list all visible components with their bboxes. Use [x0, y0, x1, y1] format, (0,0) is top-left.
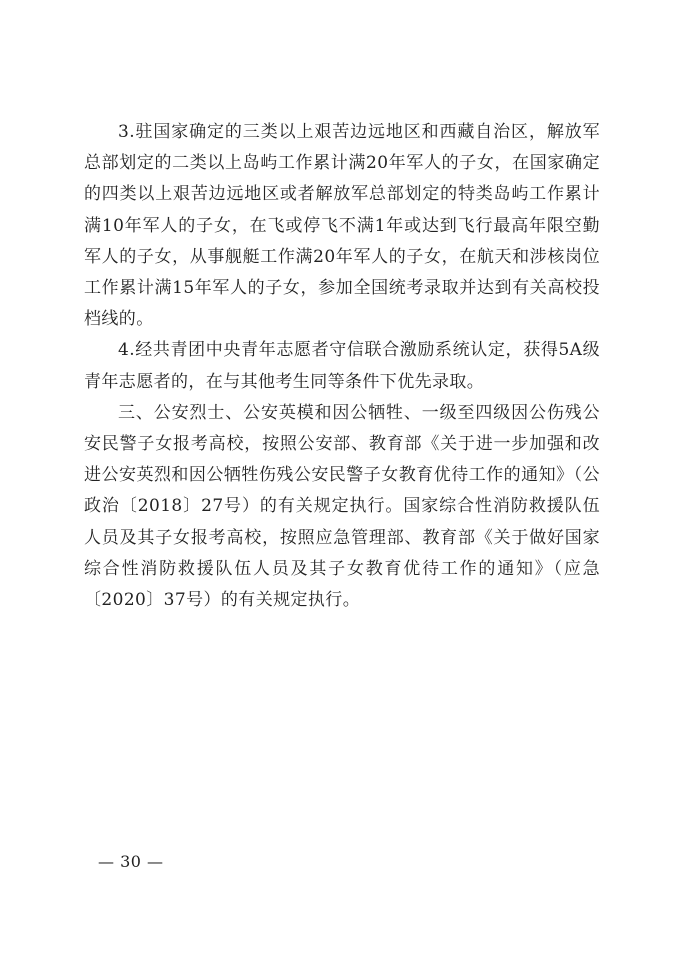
paragraph-item-3: 3.驻国家确定的三类以上艰苦边远地区和西藏自治区，解放军总部划定的二类以上岛屿工作累计满20年军人的子女，在国家确定的四类以上艰苦边远地区或者解放军总部划定的特类岛屿工作累计满10年军人的子女，在飞或停飞不满1年或达到飞行最高年限空勤军人的子女，从事舰艇工作满20年军人的子女，在航天和涉核岗位工作累计满15年军人的子女，参加全国统考录取并达到有关高校投档线的。 — [84, 122, 600, 330]
document-body — [84, 117, 600, 616]
paragraph-section-3: 三、公安烈士、公安英模和因公牺牲、一级至四级因公伤残公安民警子女报考高校，按照公安部、教育部《关于进一步加强和改进公安英烈和因公牺牲伤残公安民警子女教育优待工作的通知》（公政治〔2018〕27号）的有关规定执行。国家综合性消防救援队伍人员及其子女报考高校，按照应急管理部、教育部《关于做好国家综合性消防救援队伍人员及其子女教育优待工作的通知》（应急〔2020〕37号）的有关规定执行。 — [84, 402, 600, 611]
paragraph-item-4: 4.经共青团中央青年志愿者守信联合激励系统认定，获得5A级青年志愿者的，在与其他考生同等条件下优先录取。 — [84, 340, 600, 392]
page-number: — 30 — — [98, 852, 164, 871]
